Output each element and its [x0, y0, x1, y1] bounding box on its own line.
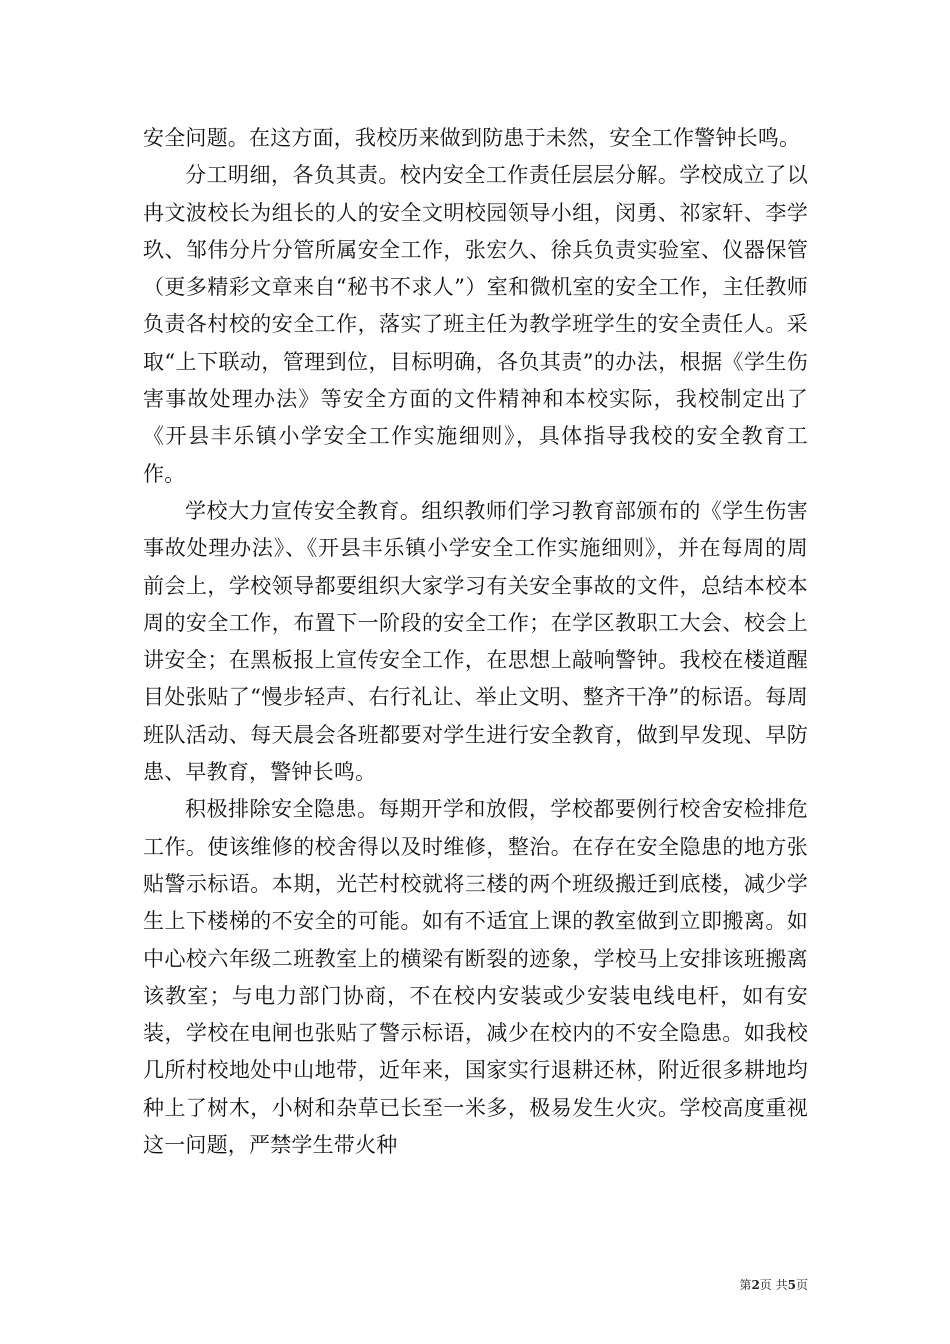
paragraph-hazard-removal: 积极排除安全隐患。每期开学和放假，学校都要例行校舍安检排危工作。使该维修的校舍得以及时维修，整治。在存在安全隐患的地方张贴警示标语。本期，光芒村校就将三楼的两个班级搬迁到底楼，减少学生上下楼梯的不安全的可能。如有不适宜上课的教室做到立即搬离。如中心校六年级二班教室上的横梁有断裂的迹象，学校马上安排该班搬离该教室；与电力部门协商，不在校内安装或少安装电线电杆，如有安装，学校在电闸也张贴了警示标语，减少在校内的不安全隐患。如我校几所村校地处中山地带，近年来，国家实行退耕还林，附近很多耕地均种上了树木，小树和杂草已长至一米多，极易发生火灾。学校高度重视这一问题，严禁学生带火种	[143, 797, 808, 1158]
footer-suffix: 页	[795, 1278, 808, 1292]
paragraph-safety-publicity: 学校大力宣传安全教育。组织教师们学习教育部颁布的《学生伤害事故处理办法》、《开县丰乐镇小学安全工作实施细则》，并在每周的周前会上，学校领导都要组织大家学习有关安全事故的文件，总结本校本周的安全工作，布置下一阶段的安全工作；在学区教职工大会、校会上讲安全；在黑板报上宣传安全工作，在思想上敲响警钟。我校在楼道醒目处张贴了“慢步轻声、右行礼让、举止文明、整齐干净”的标语。每周班队活动、每天晨会各班都要对学生进行安全教育，做到早发现、早防患、早教育，警钟长鸣。	[143, 498, 808, 785]
current-page-number: 2	[751, 1278, 760, 1292]
paragraph-division-of-duties: 分工明细，各负其责。校内安全工作责任层层分解。学校成立了以冉文波校长为组长的人的安全文明校园领导小组，闵勇、祁家轩、李学玖、邹伟分片分管所属安全工作，张宏久、徐兵负责实验室、仪器保管（更多精彩文章来自“秘书不求人”）室和微机室的安全工作，主任教师负责各村校的安全工作，落实了班主任为教学班学生的安全责任人。采取“上下联动，管理到位，目标明确，各负其责”的办法，根据《学生伤害事故处理办法》等安全方面的文件精神和本校实际，我校制定出了《开县丰乐镇小学安全工作实施细则》，具体指导我校的安全教育工作。	[143, 163, 808, 486]
paragraph-continuation: 安全问题。在这方面，我校历来做到防患于未然，安全工作警钟长鸣。	[143, 126, 801, 150]
total-page-count: 5	[787, 1278, 796, 1292]
page-number-footer	[700, 1276, 808, 1293]
footer-prefix: 第	[739, 1278, 752, 1292]
document-body	[143, 120, 808, 1164]
footer-middle: 页 共	[759, 1278, 788, 1292]
